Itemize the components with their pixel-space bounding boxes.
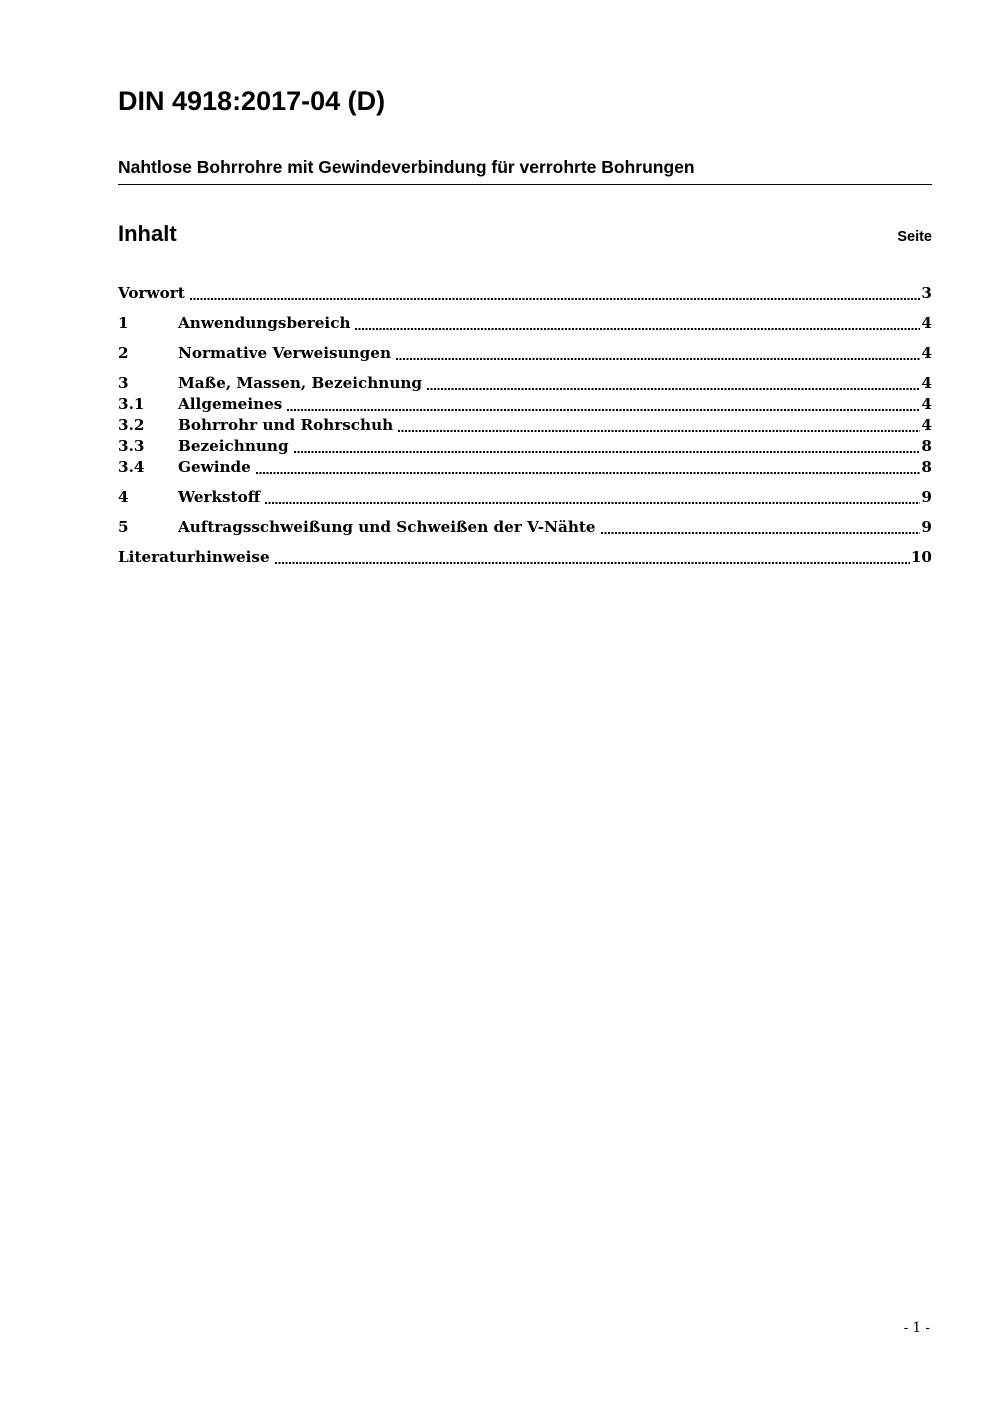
toc-entry-page: 3 bbox=[921, 283, 932, 302]
toc-entry-label: Gewinde bbox=[178, 457, 251, 476]
document-number-title: DIN 4918:2017-04 (D) bbox=[118, 86, 386, 116]
toc-leader-dots bbox=[287, 409, 920, 411]
toc-row[interactable] bbox=[118, 394, 932, 415]
toc-entry-number: 1 bbox=[118, 313, 129, 332]
toc-row[interactable] bbox=[118, 547, 932, 568]
toc-entry-page: 4 bbox=[921, 394, 932, 413]
toc-entry-label: Anwendungsbereich bbox=[178, 313, 351, 332]
toc-page-column-label: Seite bbox=[897, 229, 932, 246]
toc-entry-number: 4 bbox=[118, 487, 129, 506]
toc-entry-page: 4 bbox=[921, 415, 932, 434]
toc-row[interactable] bbox=[118, 457, 932, 478]
toc-entry-label: Bezeichnung bbox=[178, 436, 289, 455]
toc-entry-number: 3.2 bbox=[118, 415, 145, 434]
toc-leader-dots bbox=[265, 502, 920, 504]
toc-entry-page: 9 bbox=[921, 517, 932, 536]
toc-entry-number: 3.4 bbox=[118, 457, 145, 476]
toc-entry-number: 5 bbox=[118, 517, 129, 536]
toc-header-row bbox=[118, 221, 932, 246]
footer-page-number: - 1 - bbox=[903, 1320, 930, 1336]
toc-leader-dots bbox=[355, 328, 920, 330]
toc-entry-label: Werkstoff bbox=[178, 487, 261, 506]
toc-leader-dots bbox=[427, 388, 920, 390]
toc-entry-page: 4 bbox=[921, 313, 932, 332]
toc-leader-dots bbox=[396, 358, 920, 360]
document-title: Nahtlose Bohrrohre mit Gewindeverbindung für verrohrte Bohrungen bbox=[118, 158, 932, 185]
toc-entry-label: Auftragsschweißung und Schweißen der V-Nähte bbox=[178, 517, 596, 536]
toc-row[interactable] bbox=[118, 436, 932, 457]
toc-leader-dots bbox=[294, 451, 921, 453]
toc-row[interactable] bbox=[118, 517, 932, 538]
toc-entry-page: 9 bbox=[921, 487, 932, 506]
toc-leader-dots bbox=[275, 562, 910, 564]
toc-row[interactable] bbox=[118, 487, 932, 508]
toc-row[interactable] bbox=[118, 373, 932, 394]
toc-leader-dots bbox=[256, 472, 921, 474]
toc-entry-page: 8 bbox=[921, 436, 932, 455]
toc-entry-number: 3.1 bbox=[118, 394, 145, 413]
toc-entry-page: 4 bbox=[921, 343, 932, 362]
toc-row[interactable] bbox=[118, 313, 932, 334]
toc-leader-dots bbox=[601, 532, 921, 534]
content-area bbox=[0, 0, 992, 568]
toc-entry-label: Normative Verweisungen bbox=[178, 343, 392, 362]
toc-row[interactable] bbox=[118, 415, 932, 436]
toc-entry-number: 2 bbox=[118, 343, 129, 362]
toc-list bbox=[118, 283, 932, 568]
toc-entry-label: Bohrrohr und Rohrschuh bbox=[178, 415, 394, 434]
toc-entry-label: Vorwort bbox=[118, 283, 185, 302]
toc-entry-number: 3.3 bbox=[118, 436, 145, 455]
toc-heading: Inhalt bbox=[118, 221, 177, 247]
toc-entry-label: Literaturhinweise bbox=[118, 547, 270, 566]
toc-leader-dots bbox=[190, 298, 921, 300]
toc-row[interactable] bbox=[118, 343, 932, 364]
toc-leader-dots bbox=[398, 430, 920, 432]
toc-entry-page: 8 bbox=[921, 457, 932, 476]
toc-entry-number: 3 bbox=[118, 373, 129, 392]
toc-entry-page: 10 bbox=[910, 547, 932, 566]
toc-entry-page: 4 bbox=[921, 373, 932, 392]
toc-entry-label: Maße, Massen, Bezeichnung bbox=[178, 373, 423, 392]
toc-row[interactable] bbox=[118, 283, 932, 304]
toc-entry-label: Allgemeines bbox=[178, 394, 283, 413]
